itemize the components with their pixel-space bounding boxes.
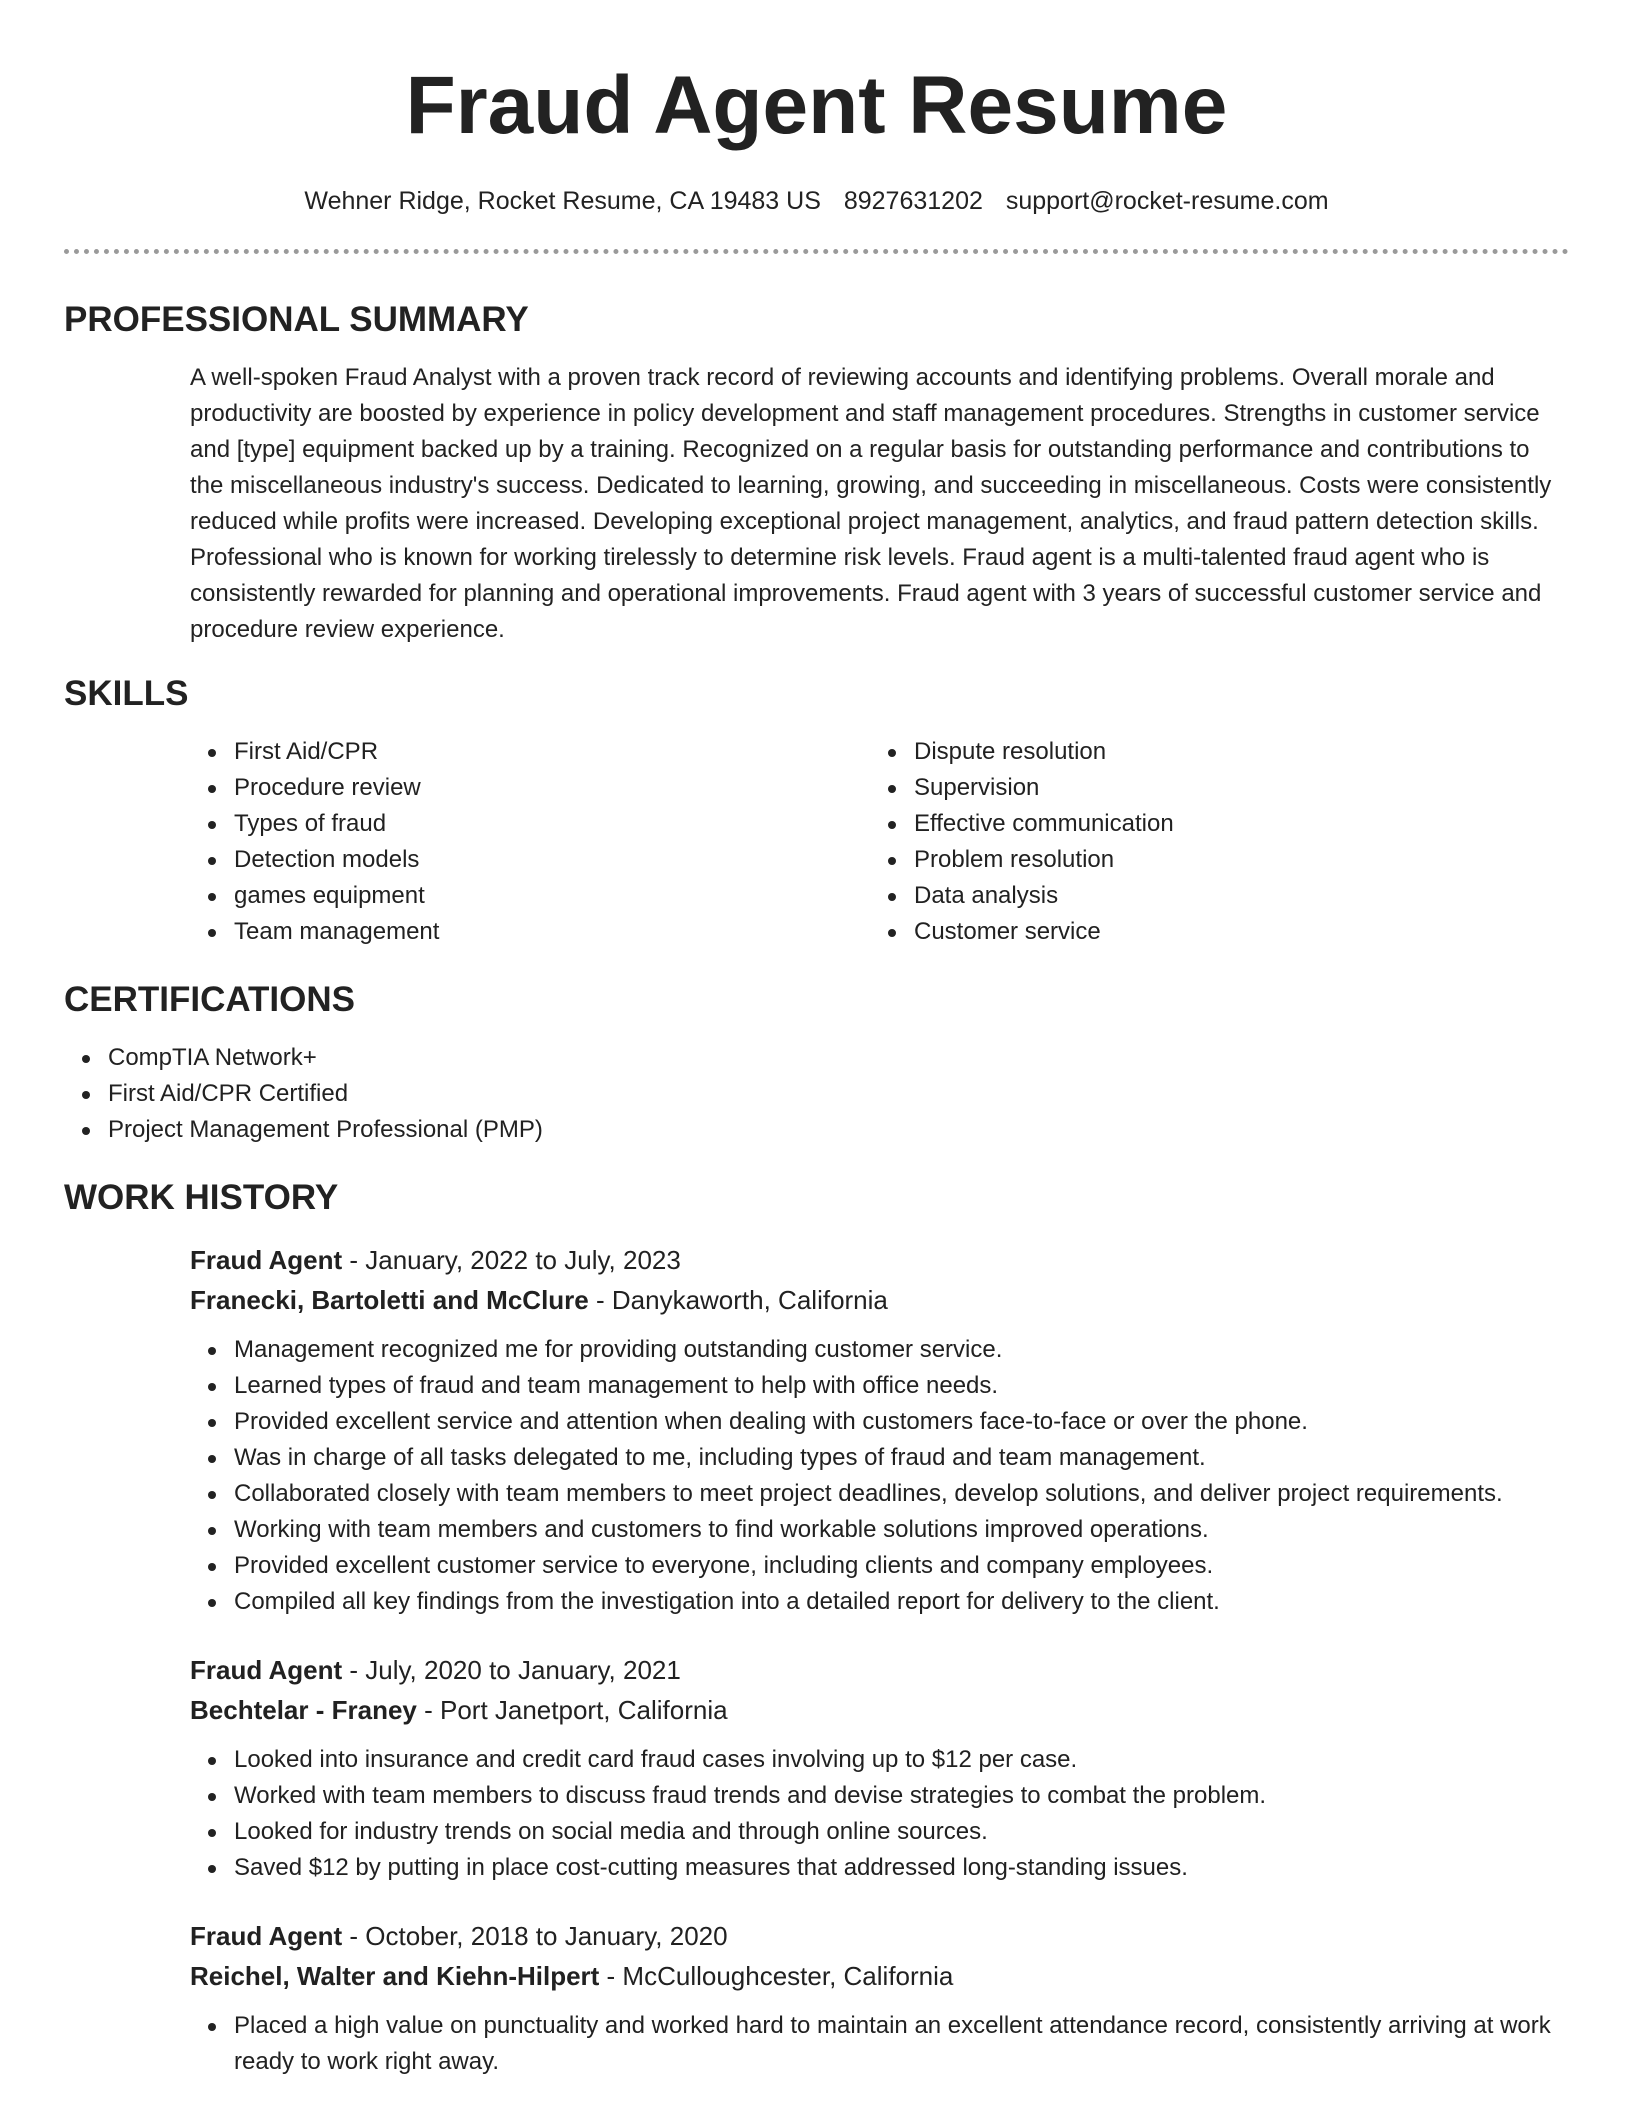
- job-title: Fraud Agent: [190, 1245, 343, 1275]
- job-bullet: Looked for industry trends on social media and through online sources.: [234, 1814, 1569, 1850]
- job-title-line: [190, 1650, 1569, 1690]
- job-bullet: Saved $12 by putting in place cost-cutting measures that addressed long-standing issues.: [234, 1850, 1569, 1886]
- job-company-line: [190, 1280, 1569, 1320]
- skill-item: Effective communication: [914, 806, 1174, 842]
- skill-item: Dispute resolution: [914, 734, 1174, 770]
- skill-item: First Aid/CPR: [234, 734, 870, 770]
- job-entry: [190, 1916, 1569, 2080]
- skill-item: games equipment: [234, 878, 870, 914]
- job-company-line: [190, 1690, 1569, 1730]
- skill-item: Supervision: [914, 770, 1174, 806]
- skill-item: Data analysis: [914, 878, 1174, 914]
- job-company: Bechtelar - Franey: [190, 1695, 417, 1725]
- contact-phone: 8927631202: [843, 187, 983, 215]
- job-bullet: Management recognized me for providing outstanding customer service.: [234, 1332, 1569, 1368]
- skill-item: Problem resolution: [914, 842, 1174, 878]
- job-entry: [190, 1650, 1569, 1886]
- job-bullet: Looked into insurance and credit card fraud cases involving up to $12 per case.: [234, 1742, 1569, 1778]
- skill-item: Types of fraud: [234, 806, 870, 842]
- job-bullets: [190, 2008, 1569, 2080]
- job-title-line: [190, 1916, 1569, 1956]
- job-location: - Port Janetport, California: [416, 1695, 728, 1725]
- certification-item: CompTIA Network+: [108, 1040, 1569, 1076]
- job-bullet: Placed a high value on punctuality and worked hard to maintain an excellent attendance record, consistently arriving at work ready to work right away.: [234, 2008, 1569, 2080]
- contact-address: Wehner Ridge, Rocket Resume, CA 19483 US: [304, 187, 821, 215]
- skills-heading: SKILLS: [64, 674, 189, 713]
- job-company: Reichel, Walter and Kiehn-Hilpert: [190, 1961, 600, 1991]
- certification-item: Project Management Professional (PMP): [108, 1112, 1569, 1148]
- job-bullet: Collaborated closely with team members to meet project deadlines, develop solutions, and deliver project requirements.: [234, 1476, 1569, 1512]
- job-bullet: Provided excellent service and attention when dealing with customers face-to-face or over the phone.: [234, 1404, 1569, 1440]
- skill-item: Procedure review: [234, 770, 870, 806]
- skill-item: Detection models: [234, 842, 870, 878]
- contact-line: [64, 184, 1569, 218]
- summary-heading: PROFESSIONAL SUMMARY: [64, 300, 529, 339]
- summary-text: A well-spoken Fraud Analyst with a proven track record of reviewing accounts and identifying problems. Overall morale and productivity are boosted by experience in policy development and staff management procedures. Strengths in customer service and [type] equipment backed up by a training. Recognized on a regular basis for outstanding performance and contributions to the miscellaneous industry's success. Dedicated to learning, growing, and succeeding in miscellaneous. Costs were consistently reduced while profits were increased. Developing exceptional project management, analytics, and fraud pattern detection skills. Professional who is known for working tirelessly to determine risk levels. Fraud agent is a multi-talented fraud agent who is consistently rewarded for planning and operational improvements. Fraud agent with 3 years of successful customer service and procedure review experience.: [190, 364, 1552, 643]
- job-bullet: Working with team members and customers to find workable solutions improved operations.: [234, 1512, 1569, 1548]
- job-title: Fraud Agent: [190, 1655, 343, 1685]
- job-company: Franecki, Bartoletti and McClure: [190, 1285, 589, 1315]
- job-bullet: Was in charge of all tasks delegated to me, including types of fraud and team management.: [234, 1440, 1569, 1476]
- certifications-heading: CERTIFICATIONS: [64, 980, 356, 1019]
- job-bullets: [190, 1742, 1569, 1886]
- skills-column-right: [870, 734, 1174, 950]
- resume-page: [64, 0, 1569, 2080]
- job-location: - McCulloughcester, California: [599, 1961, 954, 1991]
- header-divider: [64, 249, 1569, 254]
- skill-item: Customer service: [914, 914, 1174, 950]
- job-dates: - July, 2020 to January, 2021: [342, 1655, 681, 1685]
- job-bullet: Learned types of fraud and team management to help with office needs.: [234, 1368, 1569, 1404]
- skill-item: Team management: [234, 914, 870, 950]
- job-company-line: [190, 1956, 1569, 1996]
- skills-column-left: [190, 734, 870, 950]
- job-bullet: Provided excellent customer service to everyone, including clients and company employees.: [234, 1548, 1569, 1584]
- job-title: Fraud Agent: [190, 1921, 343, 1951]
- resume-title: Fraud Agent Resume: [405, 60, 1228, 151]
- job-bullet: Compiled all key findings from the investigation into a detailed report for delivery to the client.: [234, 1584, 1569, 1620]
- work-history-heading: WORK HISTORY: [64, 1178, 339, 1217]
- contact-email: support@rocket-resume.com: [1005, 187, 1329, 215]
- job-entry: [190, 1240, 1569, 1620]
- job-title-line: [190, 1240, 1569, 1280]
- job-dates: - October, 2018 to January, 2020: [342, 1921, 728, 1951]
- certification-item: First Aid/CPR Certified: [108, 1076, 1569, 1112]
- job-location: - Danykaworth, California: [588, 1285, 888, 1315]
- job-bullet: Worked with team members to discuss fraud trends and devise strategies to combat the problem.: [234, 1778, 1569, 1814]
- job-bullets: [190, 1332, 1569, 1620]
- certifications-list: [64, 1040, 1569, 1148]
- skills-list: [190, 734, 1569, 950]
- job-dates: - January, 2022 to July, 2023: [342, 1245, 681, 1275]
